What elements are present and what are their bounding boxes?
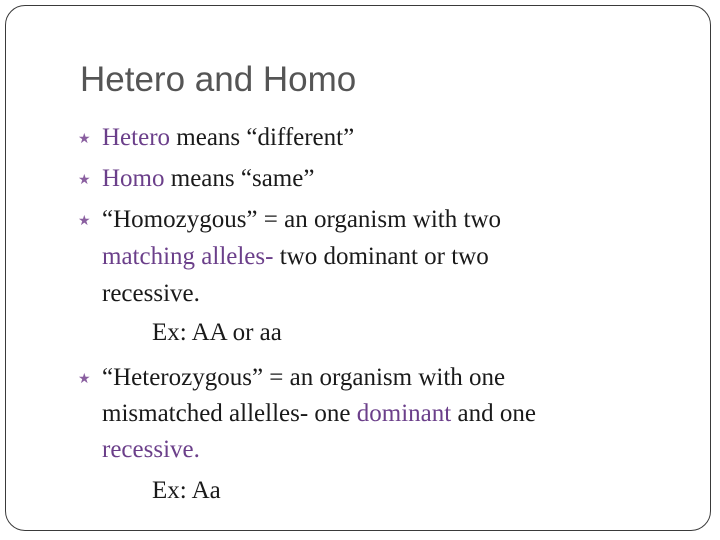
homozygous-example bbox=[152, 319, 282, 347]
heterozygous-definition: “Heterozygous” = an organism with one bbox=[102, 364, 506, 391]
homozygous-detail: two dominant or two bbox=[273, 243, 489, 270]
term-recessive: recessive. bbox=[102, 436, 200, 463]
definition-text: means “different” bbox=[170, 124, 355, 151]
homozygous-definition: “Homozygous” = an organism with two bbox=[102, 206, 501, 233]
heterozygous-line-1 bbox=[102, 364, 505, 392]
bullet-hetero-line bbox=[102, 124, 354, 152]
bullet-icon: ★ bbox=[78, 132, 91, 147]
homozygous-line-2 bbox=[102, 243, 489, 271]
homozygous-line-3 bbox=[102, 280, 200, 308]
bullet-homo-line bbox=[102, 165, 314, 193]
term-hetero: Hetero bbox=[102, 124, 171, 151]
bullet-icon: ★ bbox=[78, 214, 91, 229]
homozygous-detail-end: recessive. bbox=[102, 280, 200, 307]
term-dominant: dominant bbox=[356, 400, 452, 427]
term-homo: Homo bbox=[102, 165, 165, 192]
definition-text: means “same” bbox=[164, 165, 315, 192]
heterozygous-detail: mismatched allelles- one bbox=[102, 400, 357, 427]
bullet-icon: ★ bbox=[78, 372, 91, 387]
example-text: Ex: Aa bbox=[152, 477, 221, 504]
homozygous-line-1 bbox=[102, 206, 501, 234]
heterozygous-line-3 bbox=[102, 436, 200, 464]
heterozygous-example bbox=[152, 477, 221, 505]
example-text: Ex: AA or aa bbox=[152, 319, 282, 346]
heterozygous-line-2 bbox=[102, 400, 536, 428]
heterozygous-detail-cont: and one bbox=[451, 400, 536, 427]
term-matching-alleles: matching alleles- bbox=[102, 243, 274, 270]
slide-title: Hetero and Homo bbox=[80, 60, 357, 99]
bullet-icon: ★ bbox=[78, 173, 91, 188]
